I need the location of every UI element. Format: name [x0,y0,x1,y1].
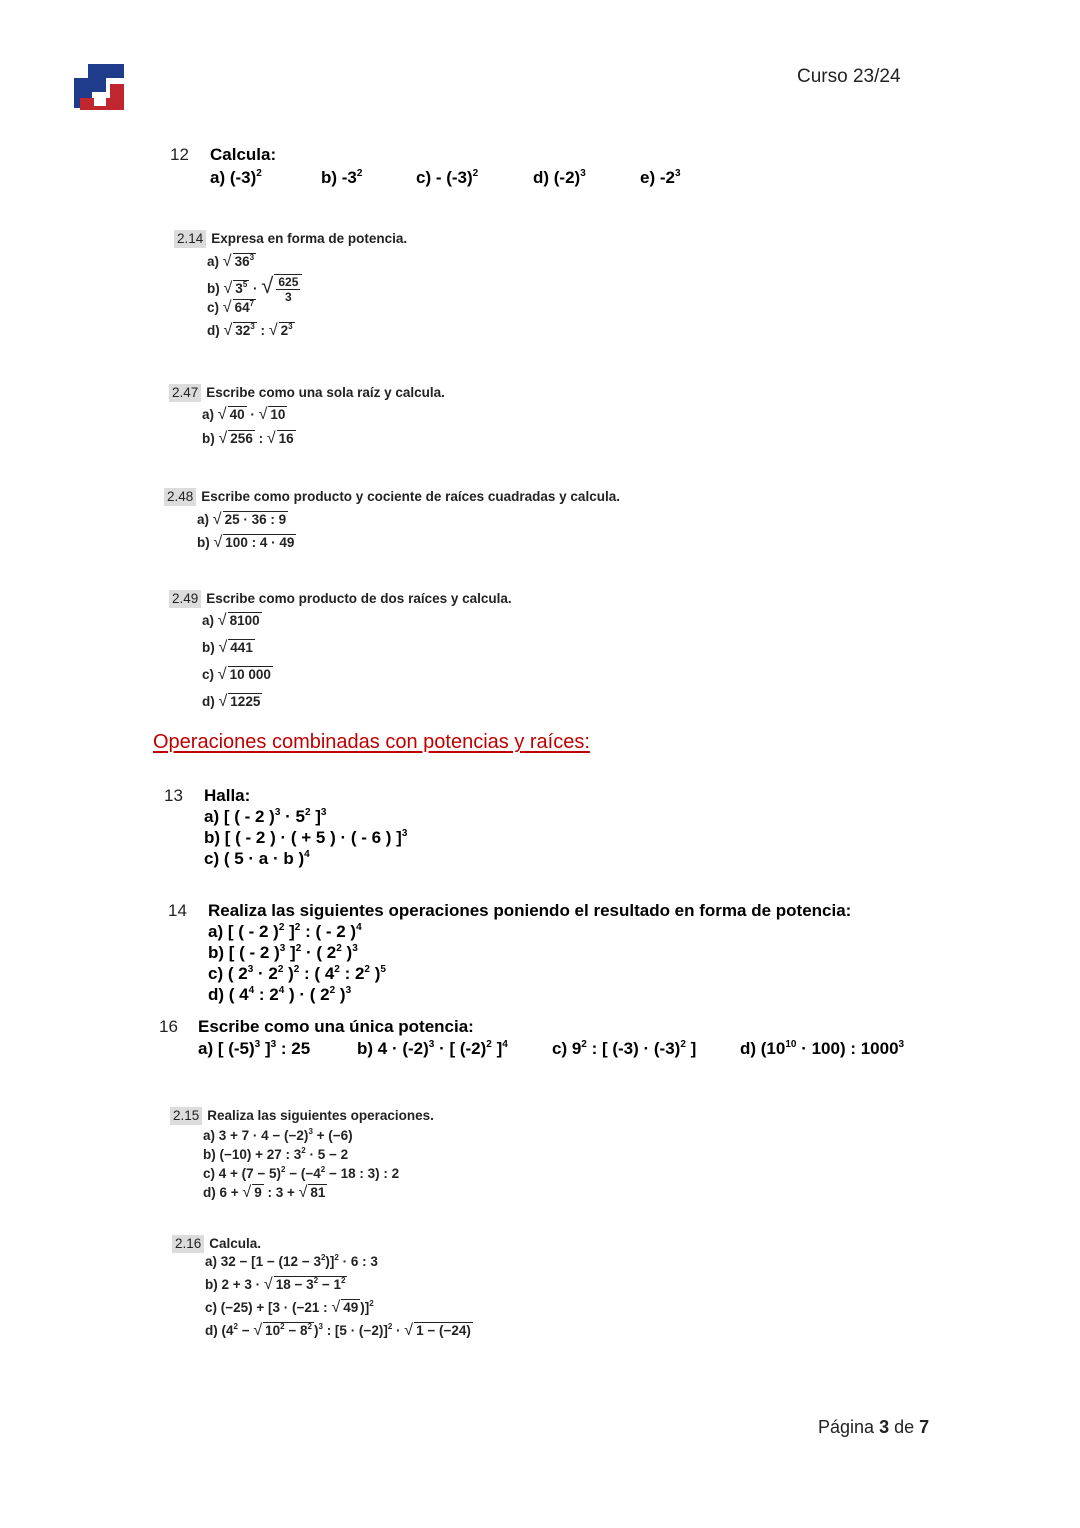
institution-logo-icon [72,60,126,114]
exercise-number: 2.48 [164,488,196,506]
exercise-2-49-b: b) √ 441 [202,639,253,656]
exercise-number: 2.49 [169,590,201,608]
exercise-2-14-a: a) √ $36^3$ [207,253,255,270]
exercise-2-48-header: 2.48 Escribe como producto y cociente de raíces cuadradas y calcula. [164,488,620,506]
exercise-12-item-b: b) $-3^2$ [321,168,363,187]
exercise-2-15-header: 2.15 Realiza las siguientes operaciones. [170,1107,434,1125]
exercise-2-16-a: a) $32 - [1 - (12 - 3^2)]^2 \cdot 6$ : 3 [205,1253,378,1269]
course-label: Curso 23/24 [797,66,901,87]
exercise-16-b: b) $4 \cdot (-2)^3$ · [ $(-2)^2$ ]$^4$ [357,1039,508,1058]
exercise-2-14-header: 2.14 Expresa en forma de potencia. [174,230,407,248]
exercise-2-14-c: c) √ $64^7$ [207,299,255,316]
exercise-14-c: c) ( $2^3 \cdot 2^2$ )$^2$ : ( $4^2$ : $2^2$ )$^5$ [208,964,386,983]
exercise-2-16-d: d) ($4^2$ − √ $10^2 - 8^2$ )$^3$ : $[5 \cdot (-2)]^2$ · √ 1 − (−24) [205,1322,471,1339]
exercise-2-49-d: d) √ 1225 [202,693,261,710]
exercise-16-number: 16 [159,1017,178,1036]
exercise-2-14-d: d) √ $32^3$ : √ $2^3$ [207,322,293,339]
exercise-14-title: Realiza las siguientes operaciones poniendo el resultado en forma de potencia: [208,901,852,920]
exercise-number: 2.15 [170,1107,202,1125]
exercise-14-a: a) [ ( - 2 )$^2$ ]$^2$ : ( - 2 )$^4$ [208,922,362,941]
exercise-2-48-a: a) √ 25 · 36 : 9 [197,511,287,528]
exercise-2-15-c: c) $4 + (7 - 5)^2 - (-4^2 - 18$ : 3) : 2 [203,1165,400,1181]
exercise-2-16-b: b) 2 + 3 · √ $18 - 3^2 - 1^2$ [205,1276,346,1293]
exercise-16-a: a) [ $(-5)^3$ ]$^3$ : 25 [198,1039,311,1058]
exercise-12-item-e: e) $-2^3$ [640,168,681,187]
page-number: Página 3 de 7 [818,1417,930,1437]
exercise-2-49-header: 2.49 Escribe como producto de dos raíces y calcula. [169,590,512,608]
exercise-12 [170,145,189,165]
exercise-12-item-a: a) $(-3)^2$ [210,168,262,187]
exercise-2-47-a: a) √ 40 · √ 10 [202,406,286,423]
radical: √ $36^3$ [222,253,255,270]
exercise-13-number: 13 [164,786,183,805]
exercise-16-d: d) $(10^{10} \cdot 100)$ : 1000$^3$ [740,1039,905,1058]
exercise-2-49-c: c) √ 10 000 [202,666,271,683]
exercise-number: 12 [170,145,189,164]
exercise-2-47-header: 2.47 Escribe como una sola raíz y calcula. [169,384,445,402]
radical-fraction: √ $\frac{625}{3}$ [261,274,302,304]
exercise-12-item-d: d) $(-2)^3$ [533,168,586,187]
section-title: Operaciones combinadas con potencias y raíces: [153,731,590,753]
exercise-13-b: b) [ ( - 2 ) · ( + 5 ) · ( - 6 ) ]$^3$ [204,828,408,847]
exercise-number: 2.14 [174,230,206,248]
exercise-2-15-d: d) 6 + √ 9 : 3 + √ 81 [203,1184,326,1201]
exercise-14-number: 14 [168,901,187,920]
exercise-2-14-b: b) √ $3^5$ · √ $\frac{625}{3}$ [207,274,302,304]
exercise-number: 2.16 [172,1235,204,1253]
exercise-13-a: a) [ ( - 2 )$^3 \cdot 5^2$ ]$^3$ [204,807,327,826]
exercise-2-15-a: a) $3 + 7 \cdot 4 - (-2)^3 + (-6)$ [203,1127,353,1143]
exercise-16-title: Escribe como una única potencia: [198,1017,474,1036]
exercise-14-d: d) ( $4^4$ : $2^4$ ) · ( $2^2$ )$^3$ [208,985,352,1004]
exercise-14-b: b) [ ( - 2 )$^3$ ]$^2$ · ( $2^2$ )$^3$ [208,943,358,962]
exercise-2-16-header: 2.16 Calcula. [172,1235,261,1253]
radical: √ $64^7$ [222,299,255,316]
exercise-2-48-b: b) √ 100 : 4 · 49 [197,534,295,551]
exercise-16-c: c) $9^2$ : [ $(-3) \cdot (-3)^2$ ] [552,1039,697,1058]
exercise-13-c: c) ( 5 · a · b )$^4$ [204,849,310,868]
exercise-2-49-a: a) √ 8100 [202,612,260,629]
exercise-2-47-b: b) √ 256 : √ 16 [202,430,294,447]
radical: √ $3^5$ [223,280,248,298]
exercise-12-item-c: $c) - (-3)^2$ [416,168,479,187]
exercise-number: 2.47 [169,384,201,402]
exercise-13-title: Halla: [204,786,251,805]
exercise-2-15-b: b) (−10) + 27 : $3^2 \cdot 5 - 2$ [203,1146,349,1162]
exercise-12-title: Calcula: [210,145,277,164]
exercise-2-16-c: c) (−25) + [3 · (−21 : √ 49 )]$^2$ [205,1299,374,1316]
